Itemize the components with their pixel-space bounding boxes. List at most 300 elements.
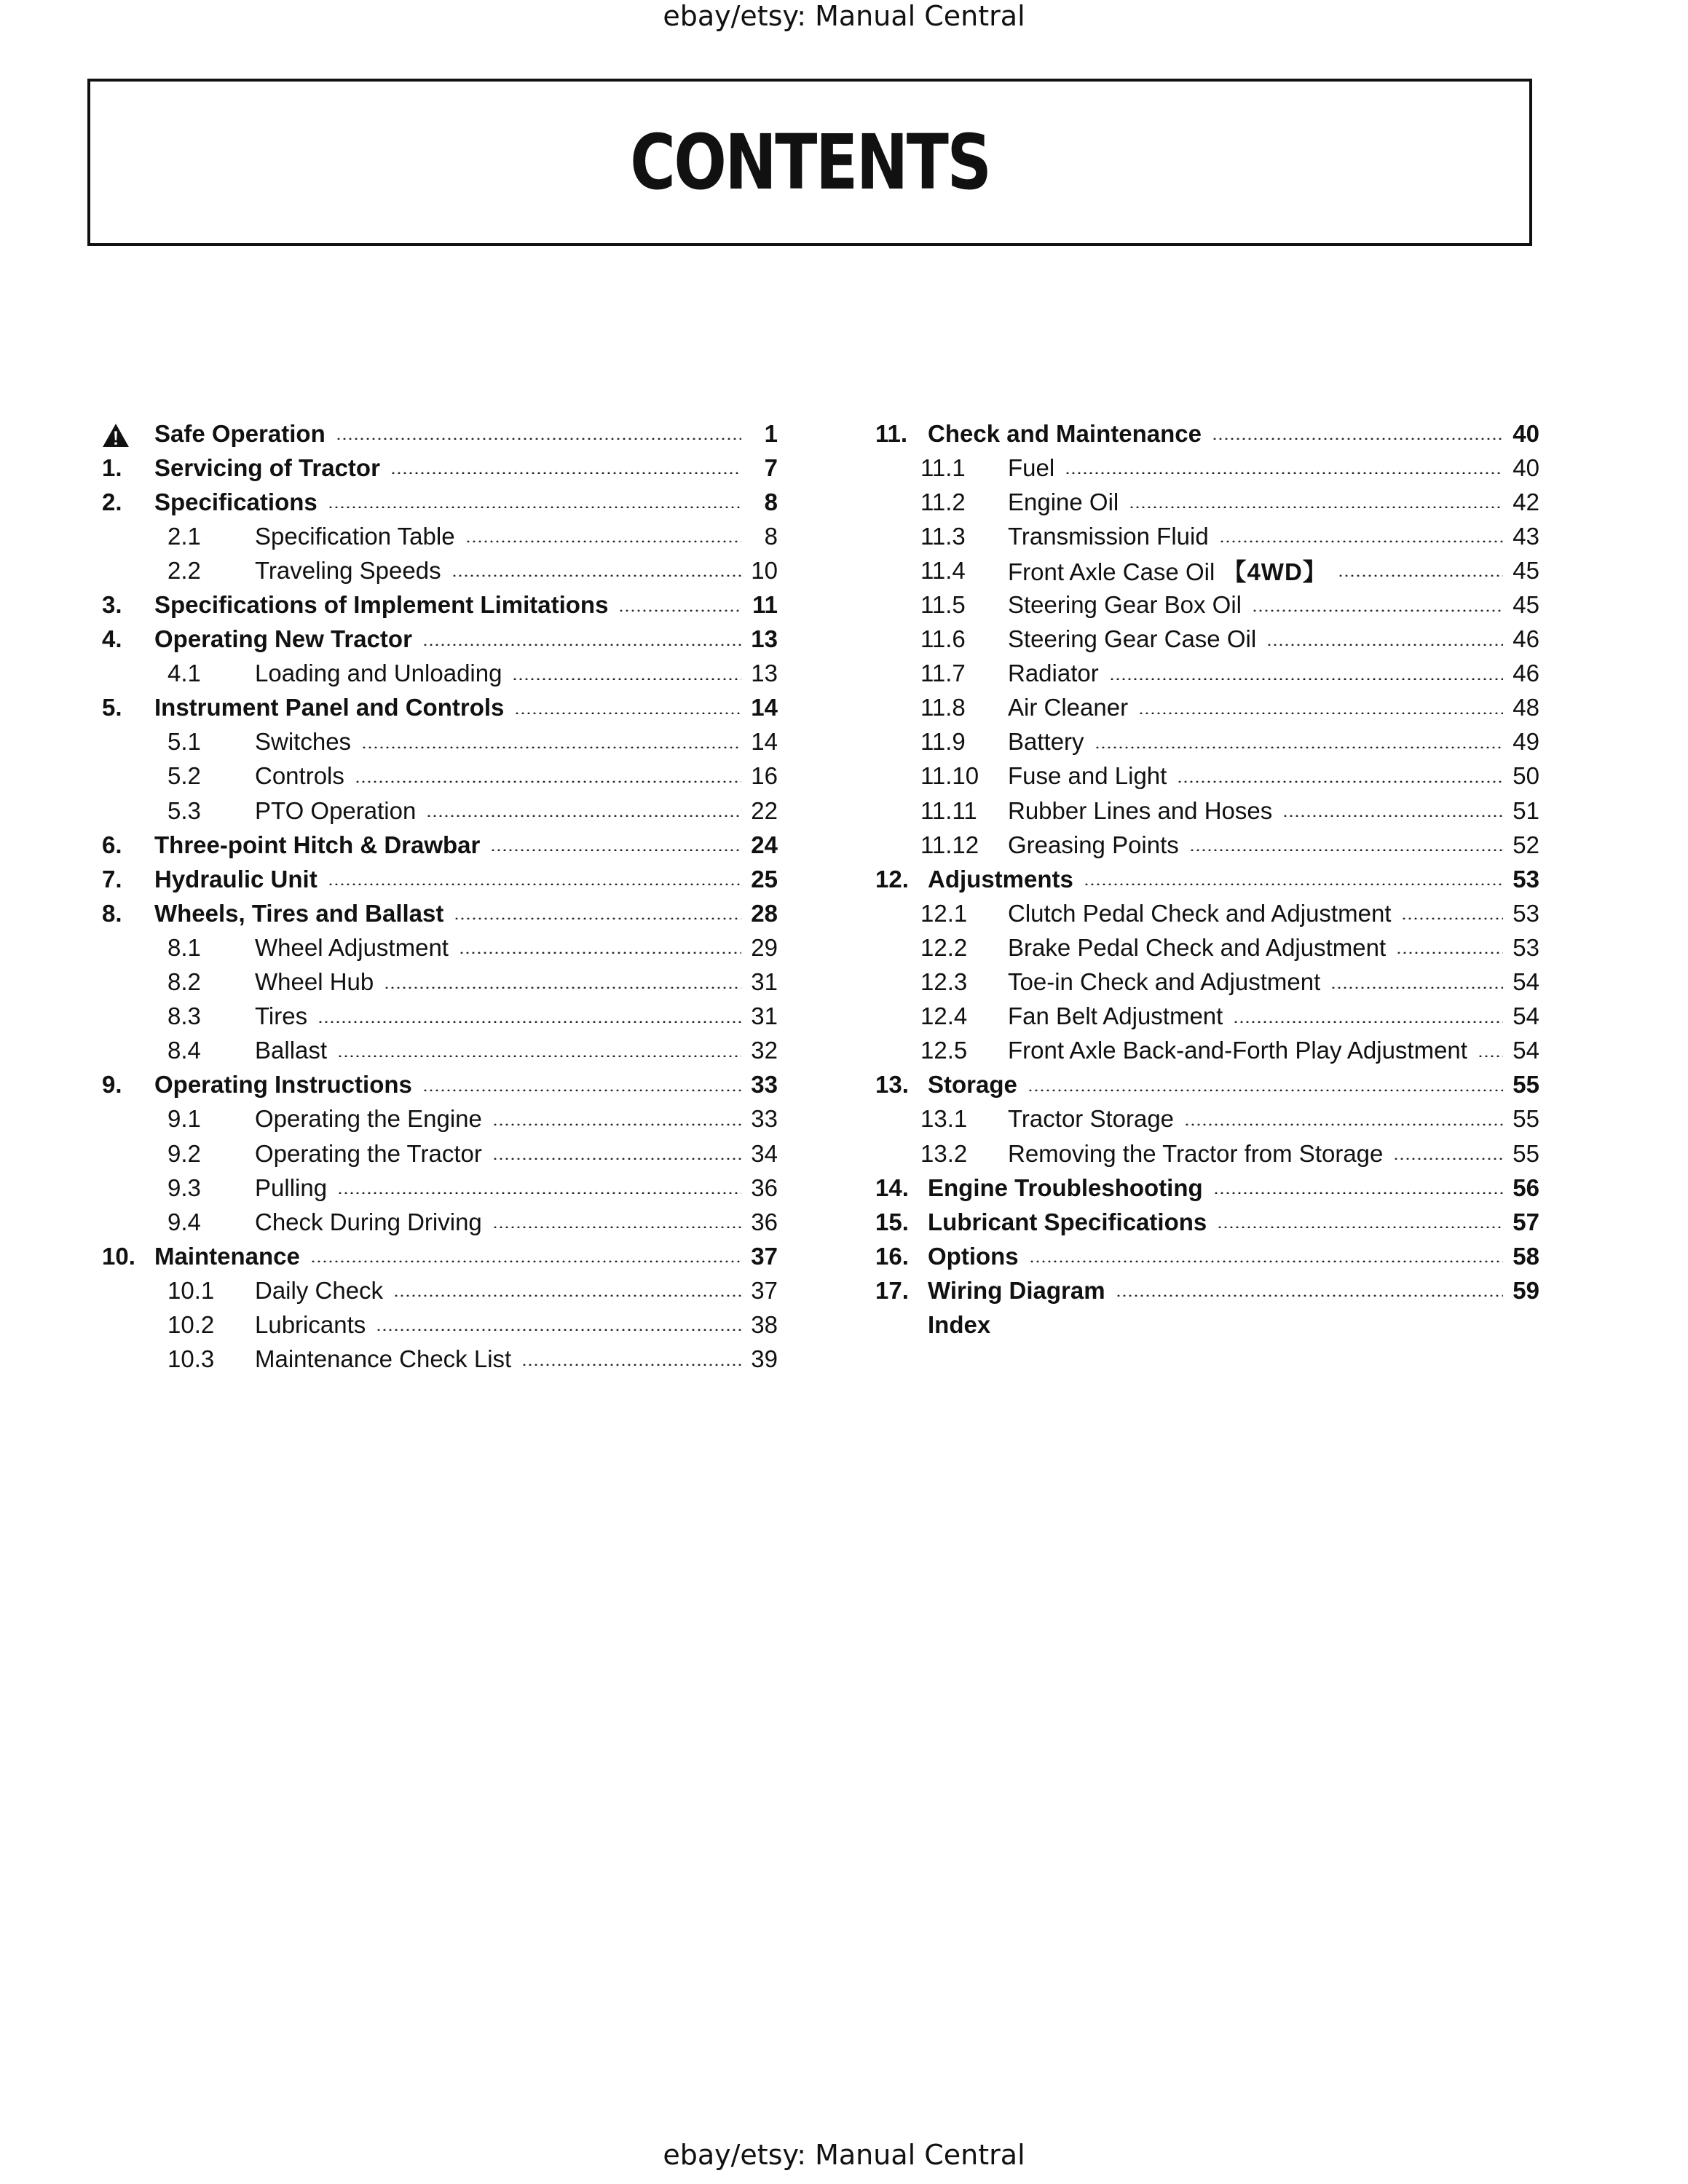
toc-entry-page: 34	[751, 1139, 778, 1167]
toc-entry-number: 8.1	[167, 933, 201, 961]
toc-entry-title	[1008, 694, 1138, 721]
toc-entry-title-text: Specifications of Implement Limitations	[154, 591, 609, 619]
toc-entry-title	[255, 968, 384, 996]
toc-entry-number: 8.4	[167, 1037, 201, 1064]
toc-entry-title	[255, 797, 426, 825]
dot-leader	[1001, 1329, 1503, 1331]
toc-entry	[875, 862, 1539, 896]
toc-entry	[102, 759, 778, 794]
toc-entry	[102, 1239, 778, 1273]
toc-entry-number: 5.1	[167, 728, 201, 756]
toc-entry-number: 2.1	[167, 522, 201, 550]
toc-entry-title	[1008, 900, 1401, 927]
toc-entry-page: 8	[764, 522, 778, 550]
dot-leader	[393, 1294, 741, 1297]
toc-entry	[875, 553, 1539, 587]
page-title: CONTENTS	[629, 118, 990, 207]
toc-entry-title	[928, 866, 1084, 893]
toc-entry-number: 12.5	[920, 1037, 968, 1064]
toc-entry	[875, 930, 1539, 965]
toc-entry	[102, 965, 778, 1000]
toc-entry-title-text: Fan Belt Adjustment	[1008, 1002, 1223, 1030]
toc-entry	[102, 1136, 778, 1171]
toc-entry-number: 11.3	[920, 522, 966, 550]
toc-entry-title	[1008, 728, 1095, 756]
toc-entry-page: 45	[1513, 556, 1539, 584]
toc-entry-number: 11.2	[920, 488, 966, 515]
toc-entry	[102, 1068, 778, 1102]
toc-entry-number: 10.2	[167, 1310, 215, 1338]
toc-entry-number	[102, 419, 154, 447]
dot-leader	[1095, 746, 1503, 748]
toc-entry	[102, 930, 778, 965]
toc-entry-page: 36	[751, 1174, 778, 1201]
dot-leader	[1338, 574, 1503, 577]
toc-entry-number: 9.3	[167, 1174, 201, 1201]
toc-entry-number: 11.12	[920, 831, 979, 858]
toc-entry-title-text: Switches	[255, 728, 352, 756]
toc-entry-title	[928, 1174, 1213, 1202]
toc-entry-number: 13.1	[920, 1105, 968, 1133]
dot-leader	[1282, 815, 1503, 817]
toc-entry-page: 11	[752, 591, 778, 619]
toc-entry-page: 53	[1513, 933, 1539, 961]
toc-entry-page: 42	[1513, 488, 1539, 515]
toc-entry-title	[255, 1037, 337, 1064]
toc-entry-title	[255, 728, 361, 756]
toc-entry-page: 8	[764, 488, 778, 515]
toc-entry-title	[255, 1140, 492, 1168]
toc-entry-title-text: Engine Troubleshooting	[928, 1174, 1203, 1201]
toc-entry	[102, 1273, 778, 1307]
dot-leader	[328, 506, 741, 508]
dot-leader	[1109, 678, 1503, 680]
toc-entry-number: 13.2	[920, 1139, 968, 1167]
toc-entry-number: 2.	[102, 488, 122, 515]
toc-entry-title-text: Maintenance	[154, 1242, 300, 1270]
dot-leader	[1478, 1055, 1503, 1057]
toc-entry-number: 11.5	[920, 591, 966, 619]
dot-leader	[1138, 712, 1503, 714]
toc-entry-page: 28	[751, 899, 778, 927]
toc-entry-number: 5.2	[167, 762, 201, 790]
toc-entry-title-text: Lubricant Specifications	[928, 1208, 1207, 1235]
toc-entry-page: 14	[751, 694, 778, 721]
toc-entry	[875, 485, 1539, 519]
toc-entry	[102, 1034, 778, 1068]
dot-leader	[422, 644, 741, 646]
toc-entry	[875, 725, 1539, 759]
toc-entry-number: 15.	[875, 1208, 909, 1235]
dot-leader	[465, 540, 741, 542]
toc-entry	[102, 794, 778, 828]
toc-entry-number: 11.4	[920, 556, 966, 584]
toc-entry-title	[154, 1071, 422, 1099]
toc-entry-title-text: Front Axle Case Oil	[1008, 558, 1215, 586]
toc-entry	[102, 862, 778, 896]
toc-entry-title-text: Greasing Points	[1008, 831, 1179, 858]
dot-leader	[318, 1021, 741, 1023]
toc-entry	[102, 691, 778, 725]
toc-entry-number: 14.	[875, 1174, 909, 1201]
toc-entry	[875, 1205, 1539, 1239]
toc-entry-title	[154, 1243, 310, 1270]
toc-entry-page: 45	[1513, 591, 1539, 619]
toc-entry-number: 11.9	[920, 728, 966, 756]
toc-entry	[102, 587, 778, 622]
toc-entry-title	[1008, 1002, 1233, 1030]
toc-entry-title-text: Engine Oil	[1008, 488, 1119, 515]
toc-entry-page: 56	[1513, 1174, 1539, 1201]
toc-entry	[102, 1342, 778, 1377]
toc-entry-page: 48	[1513, 694, 1539, 721]
dot-leader	[1213, 1192, 1503, 1194]
toc-entry-number: 5.	[102, 694, 122, 721]
toc-entry-page: 39	[751, 1345, 778, 1373]
toc-entry-title-text: Fuel	[1008, 454, 1055, 481]
toc-entry	[102, 1171, 778, 1205]
toc-entry-page: 54	[1513, 1037, 1539, 1064]
toc-entry-title-text: Air Cleaner	[1008, 694, 1129, 721]
contents-title-box	[87, 79, 1532, 246]
toc-entry-page: 29	[751, 933, 778, 961]
toc-entry-title-text: Wiring Diagram	[928, 1276, 1105, 1304]
dot-leader	[1252, 609, 1503, 612]
toc-entry-number: 9.2	[167, 1139, 201, 1167]
toc-entry-title-text: Daily Check	[255, 1276, 384, 1304]
toc-entry-title	[154, 866, 328, 893]
toc-entry-number: 11.8	[920, 694, 966, 721]
toc-entry-page: 36	[751, 1208, 778, 1235]
toc-entry-title	[154, 625, 422, 653]
toc-entry	[102, 1307, 778, 1342]
dot-leader	[1396, 951, 1503, 954]
toc-entry-title-text: Options	[928, 1242, 1019, 1270]
toc-entry-title	[255, 1002, 318, 1030]
dot-leader	[1330, 986, 1503, 989]
dot-leader	[490, 849, 741, 851]
toc-entry-title-text: Traveling Speeds	[255, 556, 441, 584]
toc-entry-page: 16	[751, 762, 778, 790]
toc-entry	[102, 416, 778, 451]
dot-leader	[454, 917, 741, 919]
dot-leader	[512, 678, 741, 680]
toc-entry-title-text: Fuse and Light	[1008, 762, 1167, 790]
toc-entry-number: 9.1	[167, 1105, 201, 1133]
toc-entry	[875, 657, 1539, 691]
toc-entry	[875, 1068, 1539, 1102]
toc-entry	[875, 1239, 1539, 1273]
toc-entry-title	[154, 694, 514, 721]
toc-entry-page: 40	[1513, 454, 1539, 481]
dot-leader	[1219, 540, 1503, 542]
watermark-bottom: ebay/etsy: Manual Central	[663, 2139, 1025, 2171]
toc-entry-page: 46	[1513, 625, 1539, 653]
toc-entry-page: 37	[751, 1242, 778, 1270]
toc-entry-number: 16.	[875, 1242, 909, 1270]
toc-entry	[875, 587, 1539, 622]
toc-entry	[875, 965, 1539, 1000]
toc-entry-title	[255, 1345, 521, 1373]
toc-entry	[875, 1136, 1539, 1171]
toc-entry	[875, 794, 1539, 828]
dot-leader	[492, 1123, 741, 1125]
toc-entry-title	[255, 523, 465, 550]
toc-entry-page: 31	[751, 968, 778, 996]
toc-entry-title-text: Servicing of Tractor	[154, 454, 380, 481]
toc-entry-title	[928, 1277, 1116, 1305]
toc-entry-number: 7.	[102, 865, 122, 893]
toc-entry	[875, 451, 1539, 485]
toc-entry-number: 17.	[875, 1276, 909, 1304]
toc-entry-title-text: Toe-in Check and Adjustment	[1008, 968, 1321, 996]
toc-entry-page: 33	[751, 1105, 778, 1133]
toc-entry-page: 55	[1513, 1071, 1539, 1099]
toc-entry-number: 9.	[102, 1071, 122, 1099]
toc-entry	[875, 1034, 1539, 1068]
dot-leader	[492, 1158, 741, 1160]
toc-entry-page: 37	[751, 1276, 778, 1304]
toc-entry	[875, 759, 1539, 794]
toc-entry-page: 1	[764, 419, 778, 447]
toc-entry	[102, 622, 778, 657]
toc-entry-page: 54	[1513, 1002, 1539, 1030]
toc-entry-title	[928, 1071, 1028, 1099]
toc-entry	[102, 485, 778, 519]
dot-leader	[1266, 644, 1503, 646]
toc-entry-number: 3.	[102, 591, 122, 619]
toc-entry-title	[255, 1277, 393, 1305]
toc-entry-number: 1.	[102, 454, 122, 481]
toc-entry-title-text: Tires	[255, 1002, 308, 1030]
toc-entry	[875, 828, 1539, 862]
toc-entry-page: 25	[751, 865, 778, 893]
toc-entry-title-text: Ballast	[255, 1037, 328, 1064]
toc-entry-title-text: Battery	[1008, 728, 1084, 756]
toc-entry-page: 46	[1513, 660, 1539, 687]
dot-leader	[376, 1329, 741, 1331]
toc-entry-page: 13	[751, 660, 778, 687]
toc-entry-page: 59	[1513, 1276, 1539, 1304]
toc-entry-number: 12.2	[920, 933, 968, 961]
toc-entry	[875, 896, 1539, 930]
dot-leader	[1189, 849, 1503, 851]
dot-leader	[384, 986, 741, 989]
toc-entry-title	[255, 1311, 376, 1339]
toc-entry-page: 52	[1513, 831, 1539, 858]
toc-entry-page: 55	[1513, 1105, 1539, 1133]
toc-entry-title-text: Specifications	[154, 488, 318, 515]
toc-entry-title-text: Radiator	[1008, 660, 1099, 687]
toc-entry-title-text: Operating the Tractor	[255, 1139, 482, 1167]
toc-entry-title	[1008, 762, 1177, 790]
toc-entry-number: 6.	[102, 831, 122, 858]
toc-entry	[875, 1102, 1539, 1136]
toc-entry	[875, 622, 1539, 657]
toc-entry-number: 13.	[875, 1071, 909, 1099]
toc-entry-title	[154, 591, 618, 619]
toc-entry-title	[154, 900, 454, 927]
dot-leader	[1233, 1021, 1503, 1023]
toc-entry-page: 57	[1513, 1208, 1539, 1235]
toc-entry-number: 11.7	[920, 660, 966, 687]
toc-entry-number: 11.10	[920, 762, 979, 790]
dot-leader	[1177, 780, 1503, 783]
toc-entry-page: 49	[1513, 728, 1539, 756]
toc-entry-title-text: Wheel Adjustment	[255, 933, 449, 961]
toc-entry-title-text: Specification Table	[255, 522, 455, 550]
dot-leader	[337, 1192, 741, 1194]
toc-entry-title-text: Index	[928, 1310, 991, 1338]
dot-leader	[1184, 1123, 1503, 1125]
dot-leader	[1065, 472, 1503, 474]
toc-entry-title-text: Steering Gear Case Oil	[1008, 625, 1257, 653]
dot-leader	[1217, 1226, 1503, 1228]
toc-entry-title-text: Operating Instructions	[154, 1071, 412, 1099]
toc-entry-title	[928, 1243, 1029, 1270]
toc-entry-title-text: Instrument Panel and Controls	[154, 694, 505, 721]
dot-leader	[1393, 1158, 1503, 1160]
dot-leader	[1084, 883, 1503, 885]
toc-entry-number: 10.3	[167, 1345, 215, 1373]
dot-leader	[328, 883, 741, 885]
toc-entry-page: 33	[751, 1071, 778, 1099]
toc-entry-title	[1008, 1037, 1478, 1064]
toc-entry	[102, 519, 778, 553]
toc-entry-title-text: Transmission Fluid	[1008, 522, 1209, 550]
toc-entry-title	[255, 762, 355, 790]
toc-entry	[102, 725, 778, 759]
dot-leader	[492, 1226, 741, 1228]
toc-entry-title-text: Pulling	[255, 1174, 328, 1201]
toc-entry-title-text: Operating New Tractor	[154, 625, 412, 653]
dot-leader	[361, 746, 741, 748]
toc-entry-number: 10.	[102, 1242, 135, 1270]
toc-entry-title-text: Tractor Storage	[1008, 1105, 1175, 1133]
toc-entry	[102, 1102, 778, 1136]
toc-right-column	[875, 416, 1539, 1342]
toc-entry-title	[1008, 553, 1338, 587]
toc-entry-title-text: Controls	[255, 762, 344, 790]
toc-entry	[875, 691, 1539, 725]
dot-leader	[422, 1089, 741, 1091]
warning-triangle-icon	[102, 423, 130, 448]
watermark-top: ebay/etsy: Manual Central	[663, 0, 1025, 32]
toc-entry-title	[255, 1174, 337, 1202]
toc-entry-page: 51	[1513, 796, 1539, 824]
dot-leader	[355, 780, 741, 783]
toc-entry-title-text: Removing the Tractor from Storage	[1008, 1139, 1384, 1167]
toc-entry-title	[1008, 1105, 1184, 1133]
toc-entry-page: 54	[1513, 968, 1539, 996]
toc-entry-number: 8.3	[167, 1002, 201, 1030]
toc-entry-page: 7	[764, 454, 778, 481]
toc-entry-page: 24	[751, 831, 778, 858]
toc-entry-title-text: Check During Driving	[255, 1208, 482, 1235]
toc-entry-title	[154, 420, 336, 448]
toc-entry-page: 43	[1513, 522, 1539, 550]
toc-entry-title-text: Front Axle Back-and-Forth Play Adjustment	[1008, 1037, 1467, 1064]
toc-entry-title-text: Rubber Lines and Hoses	[1008, 796, 1273, 824]
toc-entry-page: 50	[1513, 762, 1539, 790]
toc-entry	[875, 1000, 1539, 1034]
toc-left-column	[102, 416, 778, 1377]
toc-entry-title-text: Safe Operation	[154, 419, 326, 447]
toc-entry-page: 13	[751, 625, 778, 653]
toc-entry	[102, 1000, 778, 1034]
toc-entry-title	[255, 660, 512, 687]
dot-leader	[618, 609, 741, 612]
toc-entry-title	[1008, 831, 1189, 859]
dot-leader	[459, 951, 741, 954]
toc-entry-title-text: Lubricants	[255, 1310, 366, 1338]
toc-entry-number: 9.4	[167, 1208, 201, 1235]
toc-entry-number: 10.1	[167, 1276, 215, 1304]
toc-entry-title	[255, 1208, 492, 1236]
toc-entry-page: 32	[751, 1037, 778, 1064]
toc-entry-page: 38	[751, 1310, 778, 1338]
toc-entry-number: 11.1	[920, 454, 966, 481]
toc-entry-title	[154, 454, 390, 482]
toc-entry-title	[1008, 454, 1065, 482]
toc-entry	[102, 896, 778, 930]
toc-entry-title-text: Clutch Pedal Check and Adjustment	[1008, 899, 1392, 927]
toc-entry-title	[1008, 968, 1330, 996]
dot-leader	[1212, 438, 1503, 440]
toc-entry	[875, 1307, 1539, 1342]
dot-leader	[1116, 1294, 1503, 1297]
dot-leader	[1129, 506, 1503, 508]
toc-entry-number: 5.3	[167, 796, 201, 824]
dot-leader	[1401, 917, 1503, 919]
toc-entry-title-text: Loading and Unloading	[255, 660, 502, 687]
toc-entry-title-text: Check and Maintenance	[928, 419, 1202, 447]
toc-entry	[875, 519, 1539, 553]
toc-entry-page: 58	[1513, 1242, 1539, 1270]
dot-leader	[521, 1364, 741, 1366]
toc-entry-title	[1008, 523, 1219, 550]
toc-entry-number: 11.11	[920, 796, 977, 824]
toc-entry-title-text: Storage	[928, 1071, 1017, 1099]
toc-entry-number: 8.2	[167, 968, 201, 996]
dot-leader	[390, 472, 741, 474]
toc-entry-title	[154, 488, 328, 516]
toc-entry-number: 11.	[875, 419, 908, 447]
toc-entry-page: 31	[751, 1002, 778, 1030]
toc-entry-title	[255, 1105, 492, 1133]
dot-leader	[1029, 1260, 1503, 1262]
toc-entry-title	[1008, 660, 1109, 687]
toc-entry	[875, 1273, 1539, 1307]
toc-entry	[875, 416, 1539, 451]
toc-entry-number: 4.1	[167, 660, 201, 687]
toc-entry-number: 8.	[102, 899, 122, 927]
toc-entry	[102, 1205, 778, 1239]
toc-entry-title-text: Adjustments	[928, 865, 1073, 893]
toc-entry-title-text: Steering Gear Box Oil	[1008, 591, 1242, 619]
dot-leader	[336, 438, 741, 440]
toc-entry-title	[1008, 934, 1396, 962]
toc-entry-title	[1008, 797, 1282, 825]
toc-entry	[875, 1171, 1539, 1205]
toc-entry	[102, 828, 778, 862]
toc-entry-title-text: Hydraulic Unit	[154, 865, 318, 893]
toc-entry-page: 14	[751, 728, 778, 756]
toc-entry-title-text: Three-point Hitch & Drawbar	[154, 831, 481, 858]
toc-entry-title	[928, 420, 1212, 448]
dot-leader	[514, 712, 741, 714]
toc-entry-title	[928, 1311, 1001, 1339]
